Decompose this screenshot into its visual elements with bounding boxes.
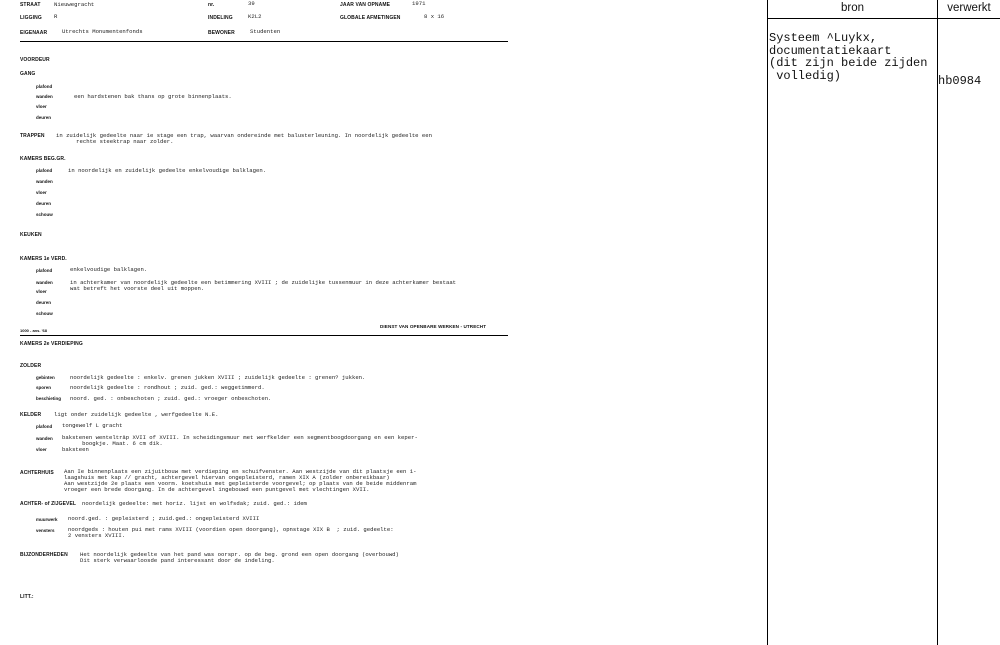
straat-label: STRAAT (20, 2, 41, 8)
ke-plafond-text: tongewelf L gracht (62, 422, 123, 429)
vensters-text: noordgeds : houten pui met rams XVIII (voordien open doorgang), opnstage XIX B ; zuid. gedeelte: 2 vensters XVIII. (68, 526, 394, 539)
eigenaar-label: EIGENAAR (20, 30, 48, 36)
ligging-label: LIGGING (20, 15, 42, 21)
gang-deuren-label: deuren (36, 115, 52, 120)
trappen-label: TRAPPEN (20, 133, 45, 139)
achtergevel-text: noordelijk gedeelte: met horiz. lijst en wolfsdak; zuid. ged.: idem (82, 500, 307, 507)
zolder-label: ZOLDER (20, 363, 42, 369)
ke-vloer-label: vloer (36, 447, 47, 452)
kamers-2e-label: KAMERS 2e VERDIEPING (20, 341, 83, 347)
globale-label: GLOBALE AFMETINGEN (340, 15, 401, 21)
k1-deuren-label: deuren (36, 300, 52, 305)
column-header-verwerkt: verwerkt (947, 2, 991, 14)
jaar-label: JAAR VAN OPNAME (340, 2, 391, 8)
kelder-text: ligt onder zuidelijk gedeelte , werfgedeelte N.E. (54, 411, 219, 418)
table-left-border (767, 0, 768, 645)
bewoner-value: Studenten (250, 28, 281, 35)
kb-schouw-label: schouw (36, 212, 53, 217)
ligging-value: R (54, 13, 58, 20)
gang-wanden-label: wanden (36, 94, 53, 99)
z-beschieting-text: noord. ged. : onbeschoten ; zuid. ged.: vroeger onbeschoten. (70, 395, 272, 402)
z-beschieting-label: beschieting (36, 396, 62, 401)
k1-vloer-label: vloer (36, 289, 47, 294)
achterhuis-label: ACHTERHUIS (20, 470, 54, 476)
gang-wanden-text: een hardstenen bak thans op grote binnenplaats. (74, 93, 232, 100)
z-sporen-label: sporen (36, 385, 52, 390)
kamers-beg-label: KAMERS BEG.GR. (20, 156, 66, 162)
z-gebinten-label: gebinten (36, 375, 55, 380)
kb-deuren-label: deuren (36, 201, 52, 206)
z-sporen-text: noordelijk gedeelte : rondhout ; zuid. ged.: weggetimmerd. (70, 384, 265, 391)
eigenaar-value: Utrechts Monumentenfonds (62, 28, 143, 35)
litt-label: LITT.: (20, 594, 34, 600)
muurwerk-text: noord.ged. : gepleisterd ; zuid.ged.: ongepleisterd XVIII (68, 515, 260, 522)
indeling-value: K2L2 (248, 13, 262, 20)
kb-vloer-label: vloer (36, 190, 47, 195)
bijzonderheden-label: BIJZONDERHEDEN (20, 552, 68, 558)
ke-wanden-label: wanden (36, 436, 53, 441)
bron-cell: Systeem ^Luykx, documentatiekaart (dit zijn beide zijden volledig) (769, 31, 928, 83)
jaar-value: 1971 (412, 0, 426, 7)
table-header-rule (767, 18, 1000, 19)
trappen-text: in zuidelijk gedeelte naar 1e stage een trap, waarvan ondereinde met balusterleuning. In noordelijk gedeelte een rechte steektrap naar zolder. (56, 132, 432, 145)
print-code: 1000 - ans. '68 (20, 328, 47, 333)
kb-wanden-label: wanden (36, 179, 53, 184)
ke-plafond-label: plafond (36, 424, 53, 429)
vensters-label: vensters (36, 528, 55, 533)
keuken-label: KEUKEN (20, 232, 42, 238)
gang-vloer-label: vloer (36, 104, 47, 109)
kb-plafond-text: in noordelijk en zuidelijk gedeelte enkelvoudige balklagen. (68, 167, 267, 174)
verwerkt-cell: hb0984 (938, 74, 982, 88)
nr-label: nr. (208, 2, 215, 8)
gang-label: GANG (20, 71, 36, 77)
globale-value: 8 x 16 (424, 13, 445, 20)
column-header-bron: bron (840, 2, 865, 14)
achterhuis-text: Aan Ie binnenplaats een zijuitbouw met verdieping en schuifvenster. Aan westzijde van dit plaatsje een 1- laagshuis met kap // gracht, achtergevel hiervan ongepleisterd, ramen XIX A (zolder onbereikbaar) Aan westzijde 2e plaats een voorm. koetshuis met gepleisterde voorgevel; op plaats van de beide middenram vroeger een brede doorgang. In de achtergevel ingebouwd een puntgevel met vlechtingen XVII. (64, 468, 417, 493)
kelder-label: KELDER (20, 412, 42, 418)
bijzonderheden-text: Het noordelijk gedeelte van het pand was oorspr. op de beg. grond een open doorgang (overbouwd) Dit sterk verwaarloosde pand interessant door de indeling. (80, 551, 399, 564)
achtergevel-label: ACHTER- of ZIJGEVEL (20, 501, 77, 507)
indeling-label: INDELING (208, 15, 233, 21)
z-gebinten-text: noordelijk gedeelte : enkelv. grenen jukken XVIII ; zuidelijk gedeelte : grenen? jukken. (70, 374, 366, 381)
k1-wanden-text: in achterkamer van noordelijk gedeelte een betimmering XVIII ; de zuidelijke tussenmuur in deze achterkamer bestaat wat betreft het voorste deel uit moppen. (70, 279, 457, 292)
ke-vloer-text: baksteen (62, 446, 89, 453)
kamers-1e-label: KAMERS 1e VERD. (20, 256, 67, 262)
nr-value: 39 (248, 0, 255, 7)
gang-plafond-label: plafond (36, 84, 53, 89)
kb-plafond-label: plafond (36, 168, 53, 173)
k1-schouw-label: schouw (36, 311, 53, 316)
k1-wanden-label: wanden (36, 280, 53, 285)
bewoner-label: BEWONER (208, 30, 235, 36)
card-divider (20, 335, 508, 336)
muurwerk-label: muurwerk (36, 517, 58, 522)
k1-plafond-label: plafond (36, 268, 53, 273)
k1-plafond-text: enkelvoudige balklagen. (70, 266, 148, 273)
department-footer: DIENST VAN OPENBARE WERKEN - UTRECHT (380, 324, 487, 329)
header-rule (20, 41, 508, 42)
ke-wanden-text: bakstenen wentelträp XVII of XVIII. In scheidingsmuur met werfkelder een segmentboogdoorgang en een keper- boogkje. Maat. 6 cm dik. (62, 434, 418, 447)
table-column-divider (937, 0, 938, 645)
voordeur-label: VOORDEUR (20, 57, 50, 63)
straat-value: Nieuwegracht (54, 1, 95, 8)
